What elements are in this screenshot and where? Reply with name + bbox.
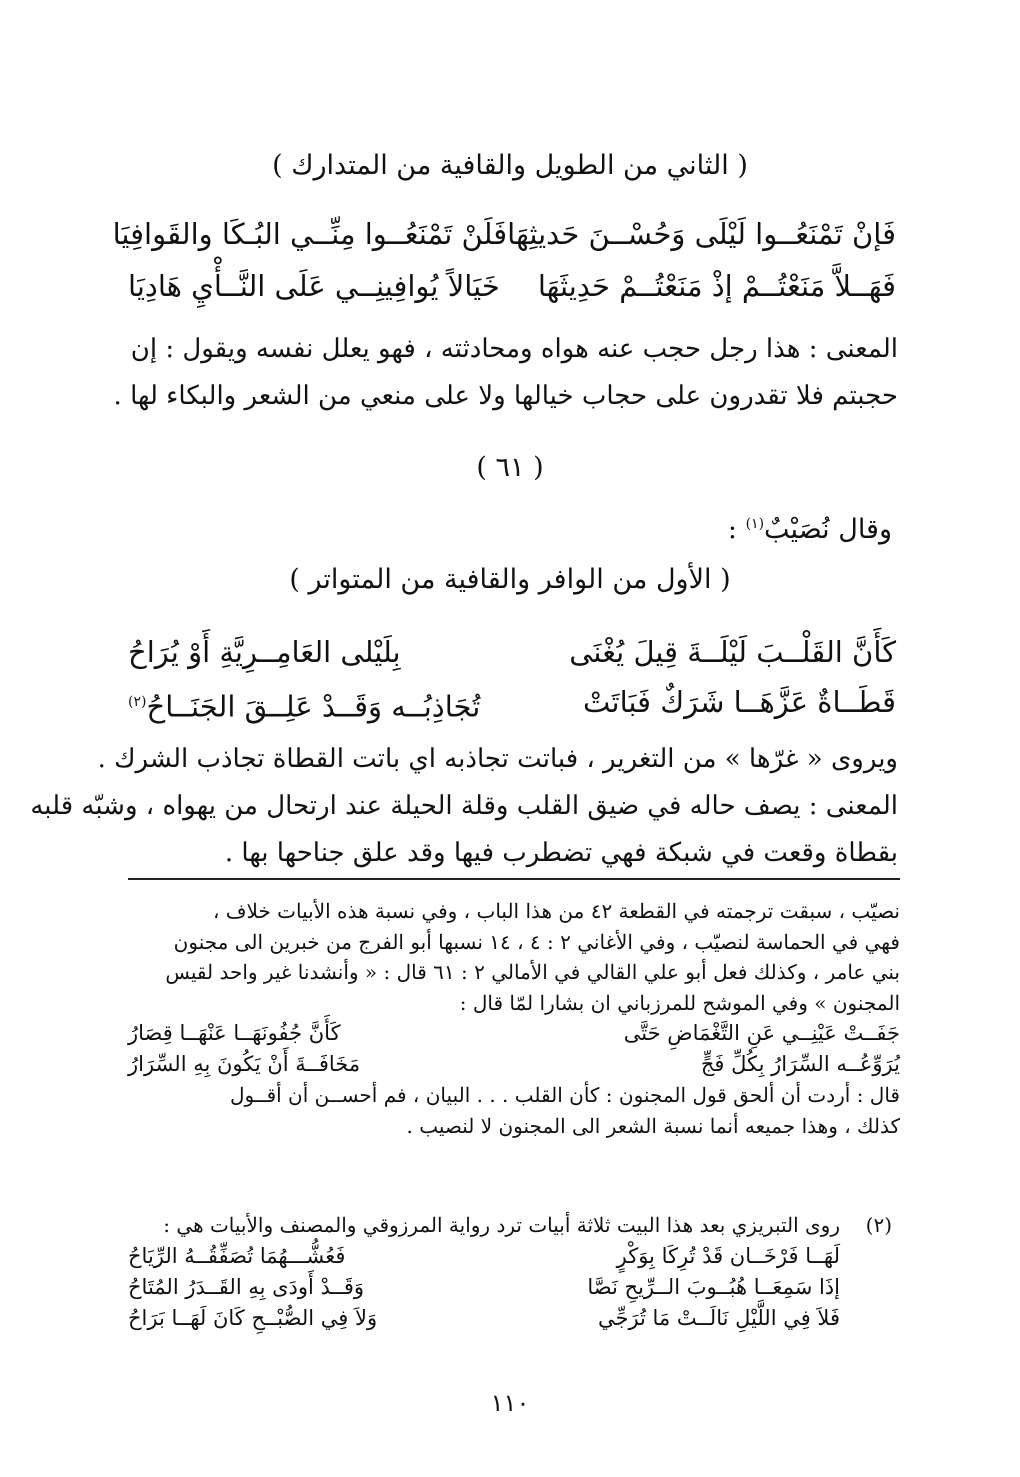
footnote-line: قال : أردت أن ألحق قول المجنون : كأن القلب . . . البيان ، فم أحســن أن أقــول (229, 1083, 900, 1107)
verse-first-hemistich: فَإنْ تَمْنَعُــوا لَيْلَى وَحُسْــنَ حَديثِهَا (507, 217, 896, 251)
footnote-ref: (٢) (128, 694, 147, 710)
verse-second-hemistich: فَعُشُّـــهُمَا تُصَفِّقُــهُ الرِّيَاحُ (128, 1243, 346, 1268)
footnote-2 (128, 1210, 840, 1334)
verse-second-hemistich (128, 682, 480, 727)
verse-second-hemistich: وَقَــدْ أَودَى بِهِ القَــدَرُ المُتَاحُ (128, 1274, 365, 1299)
footnote-verse (128, 1049, 900, 1080)
footnote-line: المجنون » وفي الموشح للمرزباني ان بشارا لمّا قال : (459, 990, 900, 1015)
verse-line-1 (112, 214, 896, 254)
verse-second-hemistich: كَأَنَّ جُفُونَهَــا عَنْهَــا قِصَارُ (128, 1021, 341, 1045)
meter-heading-2: ( الأول من الوافر والقافية من المتواتر ) (289, 564, 731, 595)
footnote-ref: (١) (745, 516, 765, 532)
verse-first-hemistich: يُرَوِّعُــه السِّرَارُ بِكُلِّ فَجٍّ (700, 1052, 900, 1076)
prose-line: ويروى « غرّها » من التغرير ، فباتت تجاذبه اي باتت القطاة تجاذب الشرك . (97, 744, 898, 774)
prose-line: المعنى : هذا رجل حجب عنه هواه ومحادثته ، فهو يعلل نفسه ويقول : إن (130, 334, 898, 364)
verse-first-hemistich: لَهَــا فَرْخَــان قَدْ تُرِكَا بِوَكْرٍ (616, 1243, 840, 1268)
prose-line: حجبتم فلا تقدرون على حجاب خيالها ولا على منعي من الشعر والبكاء لها . (113, 381, 898, 411)
prose-line: بقطاة وقعت في شبكة فهي تضطرب فيها وقد علق جناحها بها . (224, 838, 898, 868)
verse-second-hemistich: مَخَافَــةَ أَنْ يَكُونَ بِهِ السِّرَارُ (128, 1052, 361, 1076)
verse-line-3 (128, 632, 896, 672)
verse-line-4 (128, 682, 896, 727)
verse-line-2 (128, 266, 896, 306)
verse-first-hemistich: قَطَــاةٌ عَزَّهَــا شَرَكٌ فَبَاتَتْ (583, 685, 896, 719)
verse-second-hemistich: خَيَالاً يُوافِينِــي عَلَى النَّــأْيِ هَادِيَا (128, 269, 500, 303)
verse-second-hemistich: وَلاَ فِي الصُّبْــحِ كَانَ لَهَــا بَرَاحُ (128, 1305, 378, 1330)
footnote-verse (128, 1241, 840, 1272)
verse-second-hemistich: بِلَيْلى العَامِــرِيَّةِ أَوْ يُرَاحُ (128, 635, 401, 669)
footnote-line: بني عامر ، وكذلك فعل أبو علي القالي في الأمالي ٢ : ٦١ قال : « وأنشدنا غير واحد لقيس (165, 960, 900, 984)
footnote-line: كذلك ، وهذا جميعه أنما نسبة الشعر الى المجنون لا لنصيب . (406, 1113, 900, 1138)
hemistich-text: تُجَاذِبُــه وَقَــدْ عَلِــقَ الجَنَــاحُ (146, 689, 481, 724)
page-number: ١١٠ (490, 1389, 530, 1417)
footnote-line: روى التبريزي بعد هذا البيت ثلاثة أبيات ترد رواية المرزوقي والمصنف والأبيات هي : (163, 1213, 840, 1237)
verse-first-hemistich: كَأَنَّ القَلْــبَ لَيْلَــةَ قِيلَ يُغْنَى (569, 635, 896, 669)
footnote-verse (128, 1018, 900, 1049)
prose-line: المعنى : يصف حاله في ضيق القلب وقلة الحيلة عند ارتحال من يهواه ، وشبّه قلبه (30, 791, 898, 821)
verse-first-hemistich: جَفَــتْ عَيْنِــي عَنِ التَّغْمَاضِ حَتَّى (623, 1021, 900, 1045)
footnote-1 (128, 896, 900, 1141)
footnote-line: فهي في الحماسة لنصيّب ، وفي الأغاني ٢ : ٤ ، ١٤ نسبها أبو الفرج من خبرين الى مجنون (173, 929, 900, 954)
poem-number: ( ٦١ ) (476, 452, 544, 483)
verse-first-hemistich: فَهَــلاَّ مَنَعْتُــمْ إذْ مَنَعْتُــمْ حَدِيثَهَا (537, 269, 896, 303)
footnote-verse (128, 1303, 840, 1334)
verse-second-hemistich: فَلَنْ تَمْنَعُــوا مِنِّــي البُـكَا والقَوافِيَا (112, 217, 508, 251)
footnote-line: نصيّب ، سبقت ترجمته في القطعة ٤٢ من هذا الباب ، وفي نسبة هذه الأبيات خلاف ، (212, 899, 900, 923)
intro-colon: : (727, 514, 737, 545)
verse-first-hemistich: فَلاَ فِي اللَّيْلِ نَالَــتْ مَا تُرَجِّي (597, 1305, 840, 1330)
footnote-2-number: (٢) (865, 1213, 892, 1237)
meaning-paragraph-1 (113, 326, 898, 420)
poet-intro-text: وقال نُصَيْبٌ (764, 514, 892, 545)
poem-intro (728, 506, 892, 548)
verse-first-hemistich: إذَا سَمِعَــا هُبُــوبَ الــرِّيحِ نَصَّا (587, 1274, 840, 1299)
footnote-verse (128, 1272, 840, 1303)
footnote-separator (128, 878, 900, 880)
meter-heading-1: ( الثاني من الطويل والقافية من المتدارك ) (272, 150, 748, 181)
meaning-paragraph-2 (30, 736, 898, 877)
